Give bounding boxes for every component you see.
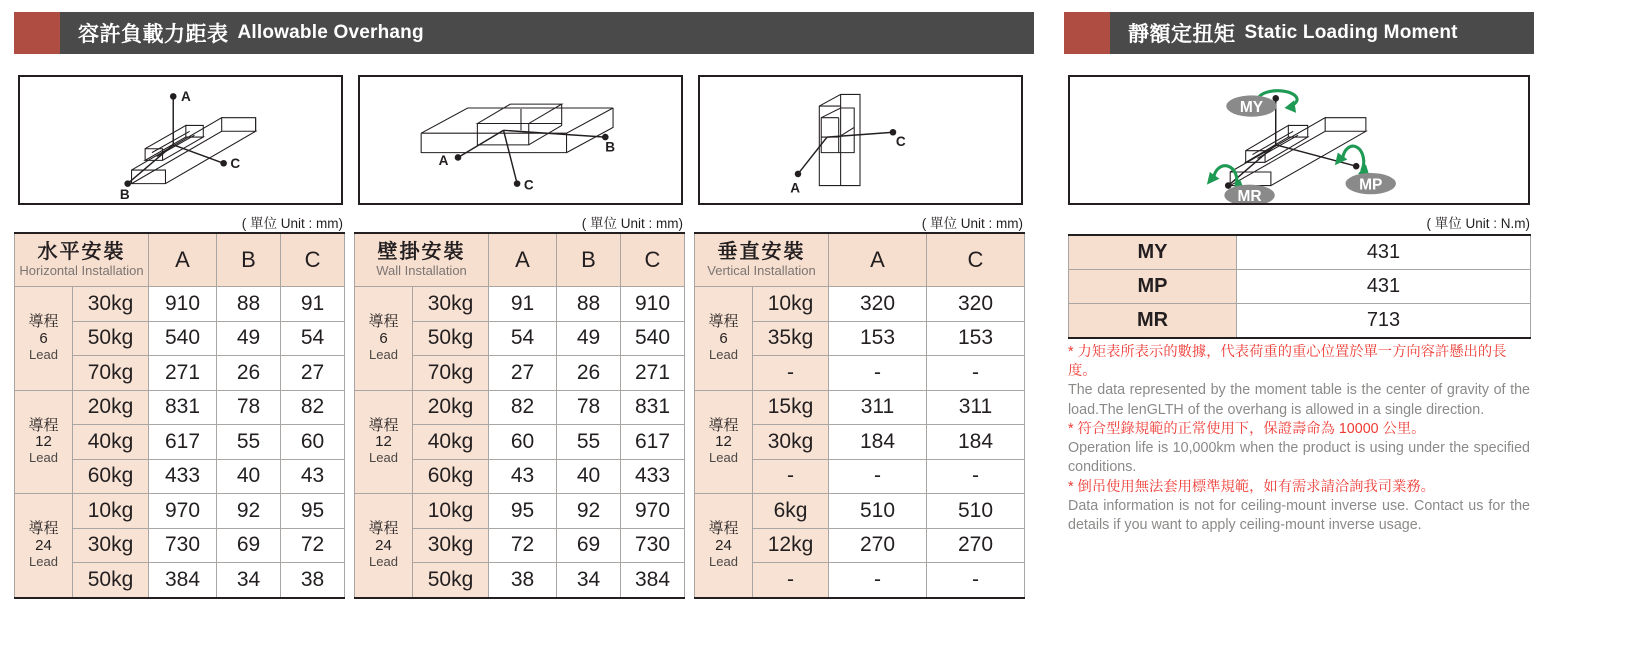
value-cell-a: 82: [489, 390, 557, 425]
allowable-overhang-header: [14, 12, 1034, 54]
table-row: [15, 494, 345, 529]
load-cell: 6kg: [753, 494, 829, 529]
value-cell-b: 49: [557, 321, 621, 356]
value-cell-b: 78: [217, 390, 281, 425]
static-loading-moment-header: [1064, 12, 1534, 54]
value-cell-c: 433: [621, 459, 685, 494]
unit-caption-wall: ( 單位 Unit : mm): [581, 216, 683, 231]
load-cell: 50kg: [413, 321, 489, 356]
value-cell-a: 91: [489, 287, 557, 322]
axis-label-b: B: [605, 139, 616, 155]
value-cell-c: 617: [621, 425, 685, 460]
allowable-overhang-table-vertical: [694, 232, 1025, 599]
wall-installation-diagram: [358, 75, 683, 205]
load-cell: 10kg: [413, 494, 489, 529]
value-cell-c: -: [927, 563, 1025, 598]
allowable-overhang-table-wall: [354, 232, 685, 599]
value-cell-a: -: [829, 356, 927, 391]
value-cell-a: 617: [149, 425, 217, 460]
lead-group-label: 導程 12 Lead: [695, 390, 753, 494]
lead-group-label: 導程 12 Lead: [15, 390, 73, 494]
axis-label-a: A: [790, 180, 801, 196]
value-cell-a: -: [829, 563, 927, 598]
header-accent-block-right: [1064, 12, 1110, 54]
moment-value-cell: 431: [1237, 235, 1531, 270]
section-title-cn-right: 靜額定扭矩: [1128, 23, 1236, 46]
value-cell-a: 153: [829, 321, 927, 356]
value-cell-c: 43: [281, 459, 345, 494]
moment-label-my: [1226, 95, 1276, 116]
lead-group-label: 導程 6 Lead: [15, 287, 73, 391]
load-cell: 60kg: [73, 459, 149, 494]
value-cell-c: 54: [281, 321, 345, 356]
column-header-c: C: [927, 233, 1025, 287]
value-cell-c: 27: [281, 356, 345, 391]
axis-label-a: A: [180, 89, 191, 105]
load-cell: 30kg: [753, 425, 829, 460]
value-cell-a: 43: [489, 459, 557, 494]
moment-table-row: [1069, 270, 1531, 304]
load-cell: -: [753, 459, 829, 494]
column-header-c: C: [281, 233, 345, 287]
value-cell-a: 433: [149, 459, 217, 494]
value-cell-c: 270: [927, 528, 1025, 563]
axis-label-c: C: [895, 133, 906, 149]
table-row: [695, 390, 1025, 425]
lead-group-label: 導程 6 Lead: [695, 287, 753, 391]
value-cell-c: 38: [281, 563, 345, 598]
load-cell: -: [753, 563, 829, 598]
value-cell-a: 54: [489, 321, 557, 356]
table-row: [695, 287, 1025, 322]
value-cell-c: 60: [281, 425, 345, 460]
value-cell-a: 270: [829, 528, 927, 563]
value-cell-c: 730: [621, 528, 685, 563]
value-cell-a: 384: [149, 563, 217, 598]
value-cell-c: 72: [281, 528, 345, 563]
table-row: [15, 287, 345, 322]
table-row: [15, 390, 345, 425]
value-cell-b: 69: [217, 528, 281, 563]
axis-label-c: C: [523, 177, 534, 193]
load-cell: 30kg: [413, 287, 489, 322]
value-cell-c: 510: [927, 494, 1025, 529]
load-cell: 10kg: [753, 287, 829, 322]
value-cell-c: 82: [281, 390, 345, 425]
moment-value-cell: 713: [1237, 304, 1531, 339]
value-cell-c: 970: [621, 494, 685, 529]
value-cell-b: 88: [557, 287, 621, 322]
value-cell-c: 384: [621, 563, 685, 598]
load-cell: 50kg: [73, 563, 149, 598]
value-cell-a: 730: [149, 528, 217, 563]
moment-label-cell: MR: [1069, 304, 1237, 339]
load-cell: 20kg: [73, 390, 149, 425]
note-line-red: * 倒吊使用無法套用標準規範，如有需求請洽詢我司業務。: [1068, 478, 1435, 495]
value-cell-a: 910: [149, 287, 217, 322]
value-cell-b: 92: [557, 494, 621, 529]
load-cell: 50kg: [413, 563, 489, 598]
value-cell-a: -: [829, 459, 927, 494]
load-cell: 35kg: [753, 321, 829, 356]
load-cell: 12kg: [753, 528, 829, 563]
load-cell: 30kg: [73, 287, 149, 322]
value-cell-b: 40: [217, 459, 281, 494]
load-cell: 20kg: [413, 390, 489, 425]
value-cell-c: 831: [621, 390, 685, 425]
load-cell: 30kg: [73, 528, 149, 563]
value-cell-a: 311: [829, 390, 927, 425]
value-cell-a: 970: [149, 494, 217, 529]
lead-group-label: 導程 12 Lead: [355, 390, 413, 494]
svg-text:MP: MP: [1359, 176, 1383, 194]
value-cell-c: 910: [621, 287, 685, 322]
value-cell-c: 311: [927, 390, 1025, 425]
load-cell: 10kg: [73, 494, 149, 529]
column-header-b: B: [557, 233, 621, 287]
value-cell-a: 60: [489, 425, 557, 460]
table-row: [355, 390, 685, 425]
load-cell: 70kg: [413, 356, 489, 391]
value-cell-b: 26: [557, 356, 621, 391]
value-cell-a: 831: [149, 390, 217, 425]
value-cell-b: 55: [557, 425, 621, 460]
header-bar: [60, 12, 1034, 54]
notes-block: [1068, 343, 1530, 535]
lead-group-label: 導程 6 Lead: [355, 287, 413, 391]
moment-label-mr: [1224, 185, 1274, 203]
moment-label-mp: [1346, 173, 1396, 194]
lead-group-label: 導程 24 Lead: [15, 494, 73, 598]
value-cell-c: -: [927, 356, 1025, 391]
static-moment-diagram: [1068, 75, 1530, 205]
value-cell-a: 320: [829, 287, 927, 322]
table-header-title: 垂直安裝 Vertical Installation: [695, 233, 829, 287]
allowable-overhang-table-horizontal: [14, 232, 345, 599]
note-line-gray: Data information is not for ceiling-mount inverse use. Contact us for the details if you want to apply ceiling-mount inverse usage.: [1068, 497, 1530, 533]
axis-label-c: C: [230, 156, 241, 172]
table-row: [695, 494, 1025, 529]
lead-group-label: 導程 24 Lead: [355, 494, 413, 598]
note-line-gray: The data represented by the moment table is the center of gravity of the load.The lenGLTH of the overhang is allowed in a single direction.: [1068, 382, 1530, 418]
value-cell-c: 320: [927, 287, 1025, 322]
value-cell-b: 40: [557, 459, 621, 494]
table-row: [355, 494, 685, 529]
value-cell-b: 78: [557, 390, 621, 425]
section-title-en: Allowable Overhang: [237, 22, 424, 43]
value-cell-b: 49: [217, 321, 281, 356]
value-cell-c: 153: [927, 321, 1025, 356]
value-cell-a: 27: [489, 356, 557, 391]
load-cell: 70kg: [73, 356, 149, 391]
value-cell-c: 95: [281, 494, 345, 529]
column-header-b: B: [217, 233, 281, 287]
horizontal-installation-diagram: [18, 75, 343, 205]
value-cell-a: 38: [489, 563, 557, 598]
value-cell-c: -: [927, 459, 1025, 494]
unit-caption-moment: ( 單位 Unit : N.m): [1426, 216, 1530, 231]
value-cell-c: 91: [281, 287, 345, 322]
value-cell-a: 72: [489, 528, 557, 563]
load-cell: 15kg: [753, 390, 829, 425]
note-line-gray: Operation life is 10,000km when the product is using under the specified conditions.: [1068, 440, 1530, 476]
unit-caption-vertical: ( 單位 Unit : mm): [921, 216, 1023, 231]
moment-table-row: [1069, 304, 1531, 339]
load-cell: 60kg: [413, 459, 489, 494]
value-cell-b: 26: [217, 356, 281, 391]
column-header-a: A: [149, 233, 217, 287]
column-header-c: C: [621, 233, 685, 287]
column-header-a: A: [829, 233, 927, 287]
value-cell-b: 92: [217, 494, 281, 529]
value-cell-b: 88: [217, 287, 281, 322]
table-row: [355, 287, 685, 322]
load-cell: 30kg: [413, 528, 489, 563]
note-line-red: * 力矩表所表示的數據，代表荷重的重心位置於單一方向容許懸出的長度。: [1068, 344, 1507, 380]
section-title-cn: 容許負載力距表: [78, 23, 229, 46]
section-title-en-right: Static Loading Moment: [1244, 22, 1458, 43]
moment-label-cell: MP: [1069, 270, 1237, 304]
value-cell-b: 55: [217, 425, 281, 460]
load-cell: -: [753, 356, 829, 391]
load-cell: 40kg: [413, 425, 489, 460]
value-cell-c: 184: [927, 425, 1025, 460]
note-line-red: * 符合型錄規範的正常使用下，保證壽命為 10000 公里。: [1068, 420, 1426, 437]
header-accent-block: [14, 12, 60, 54]
load-cell: 40kg: [73, 425, 149, 460]
vertical-installation-diagram: [698, 75, 1023, 205]
moment-label-cell: MY: [1069, 235, 1237, 270]
load-cell: 50kg: [73, 321, 149, 356]
value-cell-b: 34: [557, 563, 621, 598]
table-header-title: 水平安裝 Horizontal Installation: [15, 233, 149, 287]
value-cell-a: 184: [829, 425, 927, 460]
table-header-title: 壁掛安裝 Wall Installation: [355, 233, 489, 287]
static-loading-moment-table: [1068, 234, 1531, 339]
value-cell-a: 95: [489, 494, 557, 529]
value-cell-a: 510: [829, 494, 927, 529]
axis-label-a: A: [438, 153, 449, 169]
moment-table-row: [1069, 235, 1531, 270]
lead-group-label: 導程 24 Lead: [695, 494, 753, 598]
svg-text:MY: MY: [1239, 98, 1264, 116]
moment-value-cell: 431: [1237, 270, 1531, 304]
axis-label-b: B: [119, 187, 130, 203]
column-header-a: A: [489, 233, 557, 287]
value-cell-b: 34: [217, 563, 281, 598]
value-cell-a: 540: [149, 321, 217, 356]
svg-text:MR: MR: [1237, 188, 1262, 203]
value-cell-c: 540: [621, 321, 685, 356]
unit-caption-horizontal: ( 單位 Unit : mm): [241, 216, 343, 231]
value-cell-c: 271: [621, 356, 685, 391]
value-cell-a: 271: [149, 356, 217, 391]
value-cell-b: 69: [557, 528, 621, 563]
header-bar-right: [1110, 12, 1534, 54]
